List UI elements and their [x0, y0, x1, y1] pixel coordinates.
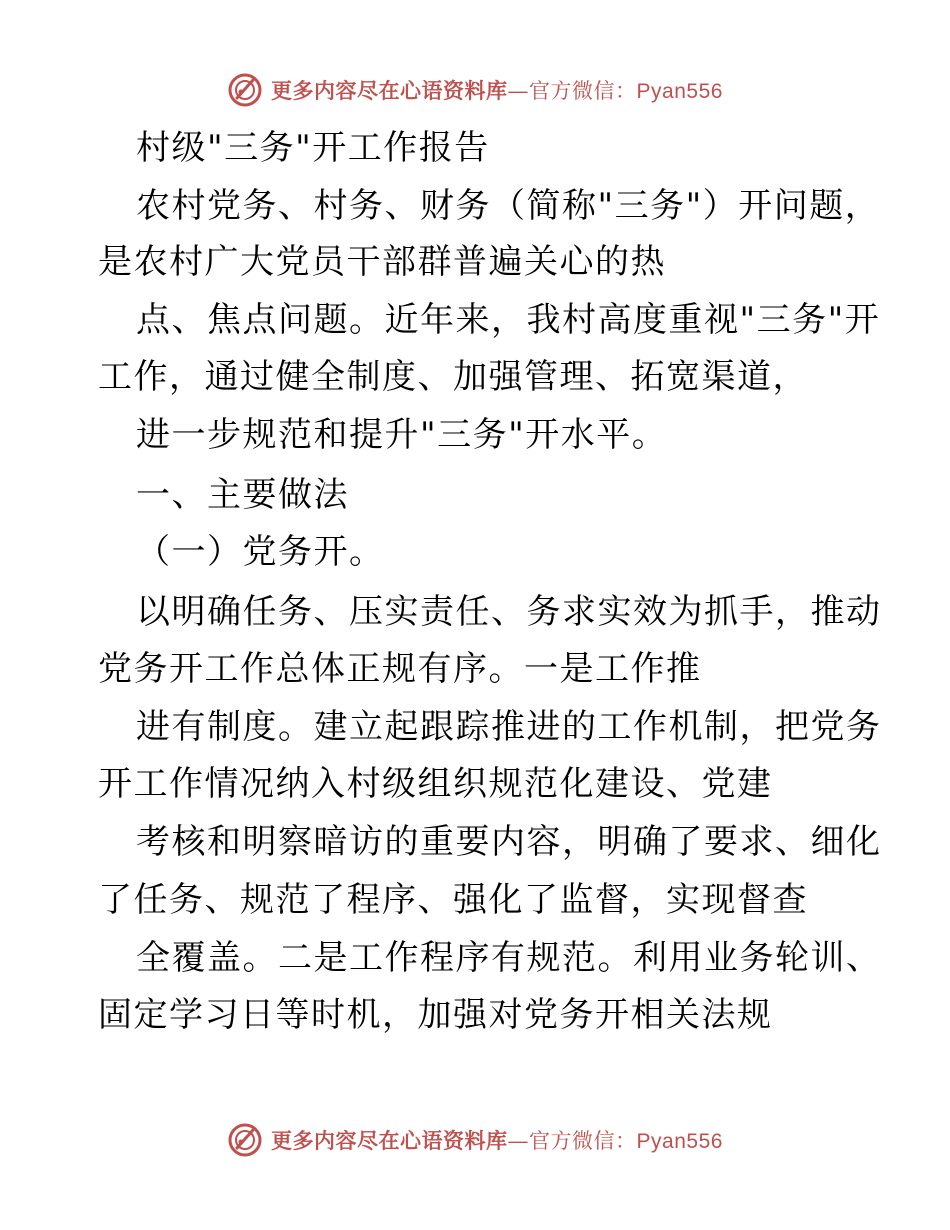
paragraph-line: 农村党务、村务、财务（简称"三务"）开问题，: [136, 186, 881, 226]
paragraph-line: 开工作情况纳入村级组织规范化建设、党建: [98, 764, 773, 804]
paragraph-line: 党务开工作总体正规有序。一是工作推: [98, 649, 702, 689]
paragraph-line: 点、焦点问题。近年来，我村高度重视"三务"开: [136, 300, 881, 340]
header-banner-separator: —: [507, 79, 530, 103]
footer-banner-main: 更多内容尽在心语资料库: [271, 1128, 508, 1153]
footer-banner-separator: —: [507, 1129, 530, 1153]
paragraph-line: 全覆盖。二是工作程序有规范。利用业务轮训、: [136, 938, 882, 978]
header-banner-wechat-id: Pyan556: [636, 80, 723, 103]
footer-banner: [0, 1120, 950, 1160]
header-banner-main: 更多内容尽在心语资料库: [271, 78, 508, 103]
footer-banner-wechat-id: Pyan556: [636, 1130, 723, 1153]
paragraph-line: 考核和明察暗访的重要内容，明确了要求、细化: [136, 822, 882, 862]
paragraph-line: 进一步规范和提升"三务"开水平。: [136, 415, 668, 455]
header-banner-tail: 官方微信：: [529, 79, 637, 103]
document-title: 村级"三务"开工作报告: [136, 128, 490, 168]
section-heading: 一、主要做法: [136, 475, 349, 515]
seal-logo-icon: [227, 1122, 263, 1158]
paragraph-line: 工作，通过健全制度、加强管理、拓宽渠道，: [98, 357, 808, 397]
paragraph-line: 以明确任务、压实责任、务求实效为抓手，推动: [136, 592, 882, 632]
paragraph-line: 进有制度。建立起跟踪推进的工作机制，把党务: [136, 707, 882, 747]
paragraph-line: 了任务、规范了程序、强化了监督，实现督查: [98, 880, 808, 920]
subsection-heading: （一）党务开。: [136, 532, 385, 572]
paragraph-line: 固定学习日等时机，加强对党务开相关法规: [98, 995, 773, 1035]
paragraph-line: 是农村广大党员干部群普遍关心的热: [98, 242, 666, 282]
footer-banner-text: [271, 1125, 723, 1155]
footer-banner-tail: 官方微信：: [529, 1129, 637, 1153]
